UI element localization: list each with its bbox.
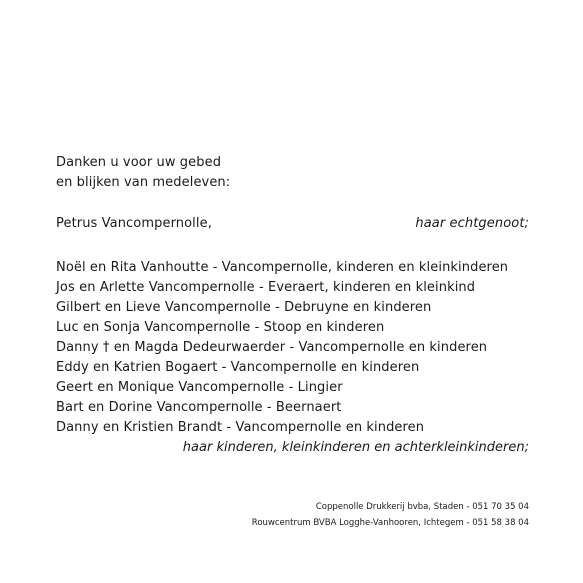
family-member-line: Jos en Arlette Vancompernolle - Everaert, kinderen en kleinkind	[56, 280, 476, 295]
intro-line-1: Danken u voor uw gebed	[56, 155, 222, 170]
family-member-line: Danny † en Magda Dedeurwaerder - Vancompernolle en kinderen	[56, 340, 488, 355]
family-member-line: Luc en Sonja Vancompernolle - Stoop en kinderen	[56, 320, 385, 335]
family-member-line: Danny en Kristien Brandt - Vancompernolle en kinderen	[56, 420, 425, 435]
intro-line-2: en blijken van medeleven:	[56, 175, 231, 190]
printer-credit: Coppenolle Drukkerij bvba, Staden - 051 70 35 04	[315, 502, 529, 512]
relation-caption: haar kinderen, kleinkinderen en achterkleinkinderen;	[182, 440, 529, 455]
spouse-name: Petrus Vancompernolle,	[56, 216, 212, 231]
family-member-line: Eddy en Katrien Bogaert - Vancompernolle en kinderen	[56, 360, 420, 375]
spouse-role: haar echtgenoot;	[415, 216, 529, 231]
family-member-line: Bart en Dorine Vancompernolle - Beernaert	[56, 400, 342, 415]
family-member-line: Noël en Rita Vanhoutte - Vancompernolle, kinderen en kleinkinderen	[56, 260, 509, 275]
funeral-home-credit: Rouwcentrum BVBA Logghe-Vanhooren, Ichtegem - 051 58 38 04	[251, 518, 529, 528]
spouse-row	[56, 216, 529, 232]
family-list	[56, 258, 508, 438]
family-member-line: Geert en Monique Vancompernolle - Lingier	[56, 380, 343, 395]
family-member-line: Gilbert en Lieve Vancompernolle - Debruyne en kinderen	[56, 300, 432, 315]
